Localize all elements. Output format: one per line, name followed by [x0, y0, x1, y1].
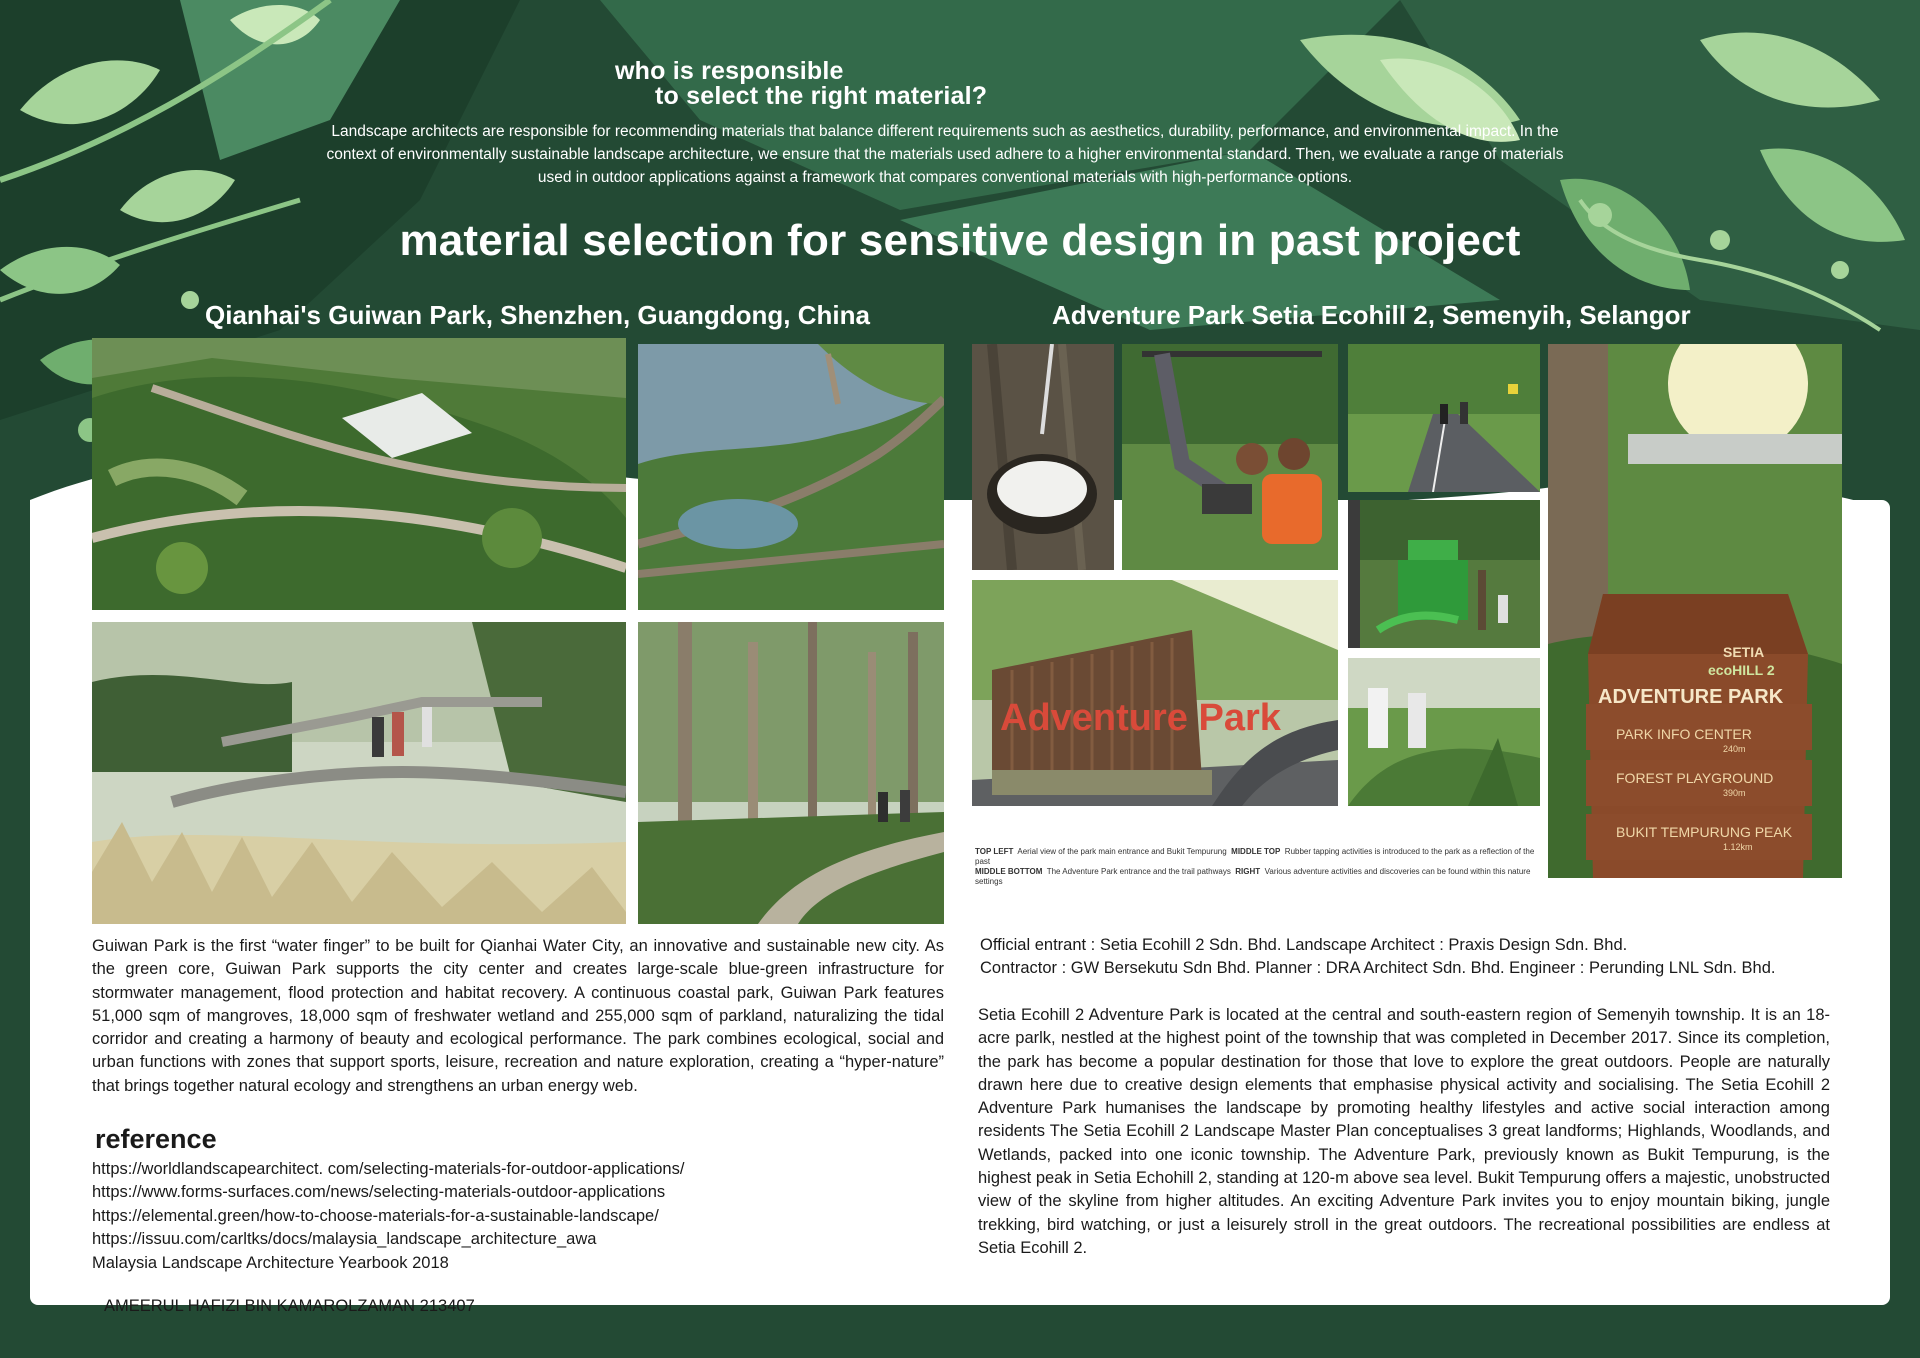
guiwan-aerial-photo — [92, 338, 626, 610]
signpost-item-1-dist: 240m — [1723, 744, 1746, 754]
main-title: material selection for sensitive design in past project — [399, 216, 1521, 265]
caption-right: Various adventure activities and discoveries can be found within this nature settings — [975, 867, 1531, 886]
guiwan-forest-path-photo — [638, 622, 944, 924]
signpost-item-1: PARK INFO CENTER — [1616, 726, 1752, 742]
signpost-brand-sub: ecoHILL 2 — [1708, 662, 1775, 678]
climbing-activity-photo — [1122, 344, 1338, 570]
reference-list — [92, 1158, 684, 1275]
adventure-park-entrance-photo — [972, 580, 1338, 806]
rubber-tapping-photo — [972, 344, 1114, 570]
signpost-photo — [1548, 344, 1842, 878]
caption-top-left-label: TOP LEFT — [975, 847, 1014, 856]
signpost-item-2-dist: 390m — [1723, 788, 1746, 798]
cycling-track-photo — [1348, 344, 1540, 492]
project1-description: Guiwan Park is the first “water finger” to be built for Qianhai Water City, an innovative and sustainable new city. As the green core, Guiwan Park supports the city center and creates large-scale blue-green infrastructure for stormwater management, flood protection and habitat recovery. A continuous coastal park, Guiwan Park features 51,000 sqm of mangroves, 18,000 sqm of freshwater wetland and 255,000 sqm of parkland, naturalizing the tidal corridor and creating a harmony of beauty and ecological performance. The park combines ecological, social and urban functions with zones that support sports, leisure, recreation and nature exploration, creating a “hyper-nature” that brings together natural ecology and strengthens an urban energy web. — [92, 937, 944, 1095]
entrance-sign-text: Adventure Park — [1000, 697, 1281, 739]
caption-middle-bottom-label: MIDDLE BOTTOM — [975, 867, 1043, 876]
project2-description: Setia Ecohill 2 Adventure Park is located at the central and south-eastern region of Semenyih township. It is an 18-acre parlk, nestled at the highest point of the township that was completed in December 2017. Since its completion, the park has become a popular destination for those that love to explore the great outdoors. People are naturally drawn here due to creative design elements that emphasise physical activity and socialising. The Setia Ecohill 2 Adventure Park humanises the landscape by promoting healthy lifestyles and active social interaction among residents The Setia Ecohill 2 Landscape Master Plan conceptualises 3 great landforms; Highlands, Woodlands, and Wetlands, packed into one iconic township. The Adventure Park, previously known as Bukit Tempurung, is the highest peak in Setia Echohill 2, standing at 120-m above sea level. Bukit Tempurung offers a majestic, unobstructed view of the skyline from higher altitudes. An exciting Adventure Park invites you to enjoy mountain biking, jungle trekking, bird watching, or just a leisurely stroll in the great outdoors. The recreational possibilities are endless at Setia Ecohill 2. — [978, 1006, 1830, 1257]
signpost-item-3: BUKIT TEMPURUNG PEAK — [1616, 824, 1793, 840]
question-line-2: to select the right material? — [655, 82, 988, 110]
project1-title: Qianhai's Guiwan Park, Shenzhen, Guangdong, China — [205, 300, 870, 330]
project2-credits-line1: Official entrant : Setia Ecohill 2 Sdn. Bhd. Landscape Architect : Praxis Design Sdn. Bhd. — [980, 936, 1628, 954]
reference-heading: reference — [95, 1124, 217, 1154]
signpost-item-2: FOREST PLAYGROUND — [1616, 770, 1774, 786]
reference-item: https://elemental.green/how-to-choose-materials-for-a-sustainable-landscape/ — [92, 1206, 659, 1225]
caption-top-left: Aerial view of the park main entrance and Bukit Tempurung — [1017, 847, 1227, 856]
caption-middle-bottom: The Adventure Park entrance and the trail pathways — [1046, 867, 1231, 876]
author-credit: AMEERUL HAFIZI BIN KAMAROLZAMAN 213407 — [104, 1297, 475, 1315]
caption-middle-top: Rubber tapping activities is introduced to the park as a reflection of the past — [975, 847, 1535, 866]
intro-paragraph: Landscape architects are responsible for recommending materials that balance different requirements such as aesthetics, durability, performance, and environmental impact. In the context of environmentally sustainable landscape architecture, we ensure that the materials used adhere to a higher environmental standard. Then, we evaluate a range of materials used in outdoor applications against a framework that compares conventional materials with high-performance options. — [326, 123, 1564, 186]
project2-credits-line2: Contractor : GW Bersekutu Sdn Bhd. Planner : DRA Architect Sdn. Bhd. Engineer : Perunding LNL Sdn. Bhd. — [980, 959, 1776, 977]
photo-caption — [975, 847, 1535, 887]
signpost-title: ADVENTURE PARK — [1598, 686, 1784, 708]
guiwan-boardwalk-water-photo — [638, 344, 944, 610]
caption-middle-top-label: MIDDLE TOP — [1231, 847, 1281, 856]
signpost-item-3-dist: 1.12km — [1723, 842, 1753, 852]
nature-trail-photo — [1348, 658, 1540, 806]
reference-item: https://www.forms-surfaces.com/news/selecting-materials-outdoor-applications — [92, 1183, 666, 1202]
project2-title: Adventure Park Setia Ecohill 2, Semenyih, Selangor — [1052, 300, 1691, 330]
guiwan-bridge-walkers-photo — [92, 622, 626, 924]
signpost-brand: SETIA — [1723, 644, 1765, 660]
reference-item: https://worldlandscapearchitect. com/selecting-materials-for-outdoor-applications/ — [92, 1160, 685, 1178]
reference-item: Malaysia Landscape Architecture Yearbook 2018 — [92, 1253, 449, 1272]
caption-right-label: RIGHT — [1235, 867, 1261, 876]
forest-playground-photo — [1348, 500, 1540, 648]
question-line-1: who is responsible — [615, 57, 844, 85]
reference-item: https://issuu.com/carltks/docs/malaysia_landscape_architecture_awa — [92, 1230, 597, 1249]
